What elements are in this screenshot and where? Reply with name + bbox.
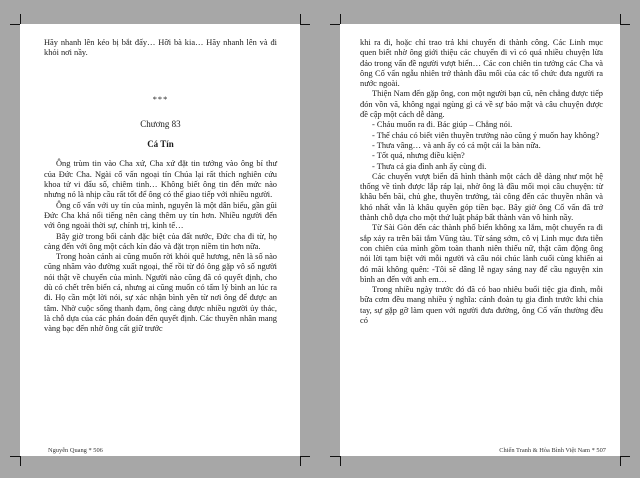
crop-mark bbox=[10, 456, 20, 457]
paragraph: khi ra đi, hoặc chỉ trao trả khi chuyến đi thành công. Các Linh mục quen biết nhờ ông giới thiệu các chuyến đi vì có quá nhiều chuyện lừa đảo trong vấn đề người vượt biển… Các con chiên tin tưởng các Cha và ông Cố vấn ngẫu nhiên trở thành đầu mối của các tổ chức đưa người ra nước ngoài. bbox=[360, 38, 603, 89]
dialogue-line: - Cháu muốn ra đi. Bác giúp – Chẳng nói. bbox=[372, 120, 513, 130]
crop-mark bbox=[330, 24, 340, 25]
section-separator: *** bbox=[152, 94, 169, 104]
dialogue-line: - Thưa vâng… và anh ấy có cả một cái la bàn nữa. bbox=[372, 140, 541, 150]
crop-mark bbox=[620, 456, 621, 466]
paragraph: Ông trùm tin vào Cha xứ, Cha xứ đặt tin tưởng vào ông bí thư của Đức Cha. Ngài cố vấn ngoại tín Chúa lại rất thích nghiên cứu khoa tử vi đẩu số, chiêm tinh… Không biết ông tin đến mức nào nhưng nó là nhịp cầu rất tốt để ông có thể giao tiếp với nhiều người. bbox=[44, 159, 277, 200]
crop-mark bbox=[330, 456, 340, 457]
page-footer: Chiến Tranh & Hòa Bình Việt Nam * 507 bbox=[499, 447, 606, 454]
dialogue-line: - Thế cháu có biết viên thuyền trưởng nào cũng ý muốn hay không? bbox=[372, 130, 600, 140]
crop-mark bbox=[620, 24, 630, 25]
page-footer: Nguyễn Quang * 506 bbox=[48, 447, 103, 454]
crop-mark bbox=[340, 456, 341, 466]
paragraph: Trong hoàn cảnh ai cũng muốn rời khỏi quê hương, nên là số nào cũng nhăm vào đường xuất ngoại, thế rồi từ đó ông gặp vô số người nói thật về chuyến của mình. Người nào cũng đã có quyết định, cho dù có chết trên biển cả, nhưng ai cũng muốn có tấm lý bình an lúc ra đi. Họ cần một lời nói, sự xác nhận bình yên từ nơi ông để được an tâm. Nhờ cuộc sống thanh đạm, ông càng được nhiều người ủy thác, là chỗ dựa của các phán đoán đến quyết định. Các thuyền nhân mang vàng bạc đến nhờ ông cất giữ trước bbox=[44, 252, 277, 334]
paragraph: Thiện Nam đến gặp ông, con một người bạn cũ, nên chẳng được tiếp đón vồn vã, không ngại ngùng gì cả về sự bảo mật và câu chuyện được đề cập một cách dễ dàng. bbox=[360, 89, 603, 120]
chapter-title: Cá Tín bbox=[147, 139, 174, 150]
crop-mark bbox=[10, 24, 20, 25]
crop-mark bbox=[620, 14, 621, 24]
left-page-text bbox=[44, 38, 277, 335]
paragraph: Bây giờ trong bối cảnh đặc biệt của đất nước, Đức cha đi từ, họ càng đến với ông một cách kín đáo và đặt trọn niềm tin hơn nữa. bbox=[44, 231, 277, 251]
paragraph: Trong nhiều ngày trước đó đã có bao nhiêu buổi tiệc gia đình, mỗi bữa cơm đều mang nhiều ý nghĩa: cảnh đoàn tụ gia đình trước khi chia tay, sự gặp gỡ làm quen với người đưa đường, ông Cố vấn thường đều có bbox=[360, 285, 603, 326]
crop-mark bbox=[300, 456, 301, 466]
paragraph: Ông cố vấn với uy tín của mình, nguyên là một dân biểu, gần gũi Đức Cha khá nổi tiếng nên càng thêm uy tín hơn. Nhiều người đến với ông ngoài thời sự, chính trị, kinh tế… bbox=[44, 200, 277, 231]
opening-paragraph: Hãy nhanh lên kéo bị bắt đấy… Hỡi bà kia… Hãy nhanh lên và đi khỏi nơi nầy. bbox=[44, 38, 277, 58]
chapter-label: Chương 83 bbox=[140, 118, 181, 129]
paragraph: Các chuyến vượt biển đã hình thành một cách dễ dàng như một hệ thống về tình được lắp ráp lại, nhờ ông là đầu mối mọi câu chuyện: từ khâu bến bãi, chủ ghe, thuyền trưởng, tài công đến các thuyền nhân và khó nhất vẫn là khâu quyền góp tiền bạc. Bây giờ ông Cố vấn đã trở thành chỗ dựa cho một thứ luật pháp bất thành văn vô hình nầy. bbox=[360, 171, 603, 223]
dialogue-line: - Tốt quá, nhưng điều kiện? bbox=[372, 151, 465, 161]
paragraph: Từ Sài Gòn đến các thành phố biển không xa lắm, một chuyến ra đi sắp xảy ra trên bãi tắm Vũng tàu. Từ sáng sớm, cô vị Linh mục đưa tiễn con chiên của mình gồm toàn thanh niên thiếu nữ, thật căm động ông nói lời tạm biệt với mỗi người và câu nói chúc lành cuối cùng khiến ai đó mãi không quên: -Tôi sẽ dâng lễ ngay sáng nay để cầu nguyện xin bình an đến với anh em… bbox=[360, 223, 603, 284]
crop-mark bbox=[340, 14, 341, 24]
crop-mark bbox=[300, 14, 301, 24]
crop-mark bbox=[20, 14, 21, 24]
right-page bbox=[340, 24, 620, 456]
crop-mark bbox=[20, 456, 21, 466]
crop-mark bbox=[300, 456, 310, 457]
crop-mark bbox=[620, 456, 630, 457]
crop-mark bbox=[300, 24, 310, 25]
right-page-text bbox=[360, 38, 603, 326]
left-page bbox=[20, 24, 300, 456]
dialogue-line: - Thưa cả gia đình anh ấy cùng đi. bbox=[372, 161, 487, 171]
